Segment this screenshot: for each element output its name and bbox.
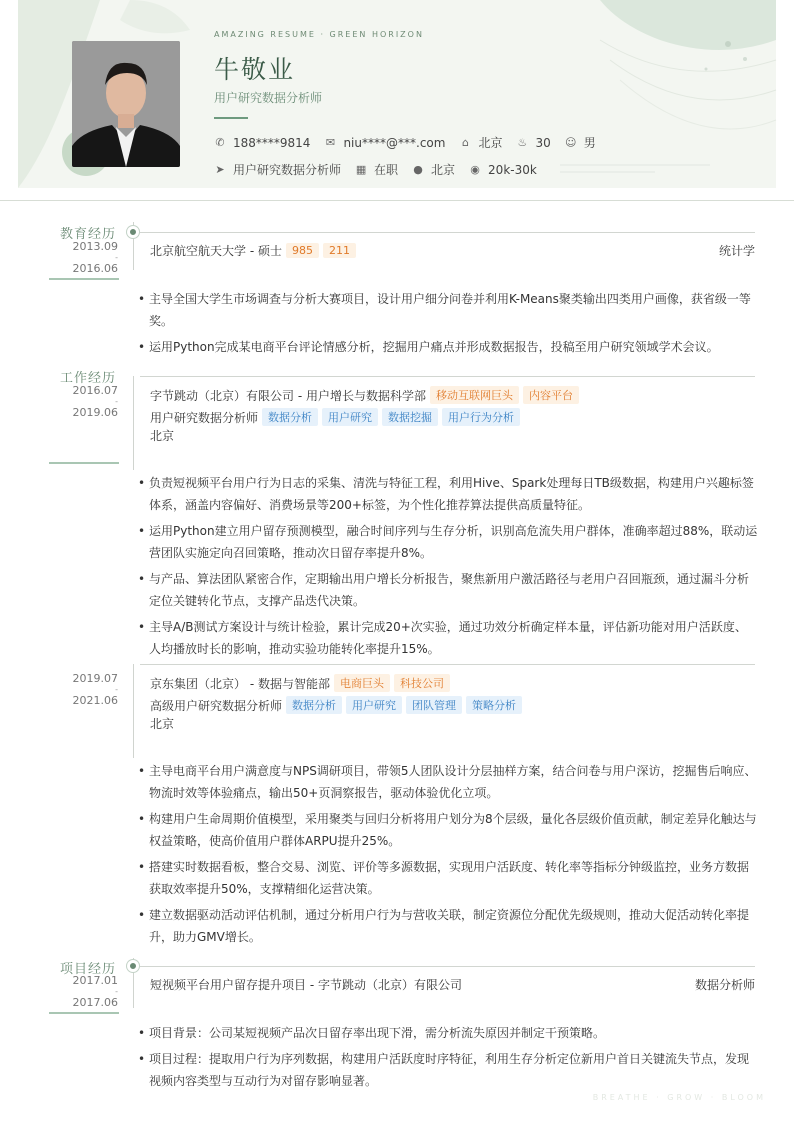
gender-icon: ☺: [565, 135, 577, 149]
job-role: 高级用户研究数据分析师: [150, 698, 283, 713]
work-date-1: 2016.07 - 2019.06: [72, 384, 118, 419]
work-entry-1-role: [150, 408, 755, 426]
entry-rule: [140, 664, 755, 665]
list-item: • 主导电商平台用户满意度与NPS调研项目，带领5人团队设计分层抽样方案，结合问卷与用户深访，挖掘售后响应、物流时效等体验痛点，输出50+页洞察报告，驱动体验优化立项。: [138, 760, 758, 804]
skill-tag: 用户研究: [346, 696, 402, 714]
list-item: • 项目背景：公司某短视频产品次日留存率出现下滑，需分析流失原因并制定干预策略。: [138, 1022, 758, 1044]
intent-row: [214, 161, 551, 178]
project-date: 2017.01 - 2017.06: [72, 974, 118, 1009]
list-item: • 项目过程：提取用户行为序列数据，构建用户活跃度时序特征，利用生存分析定位新用户首日关键流失节点，发现视频内容类型与互动行为对留存影响显著。: [138, 1048, 758, 1092]
section-rule-project: [49, 1012, 119, 1014]
skill-tag: 用户研究: [322, 408, 378, 426]
job-role: 用户研究数据分析师: [150, 410, 259, 425]
skill-tag: 数据挖掘: [382, 408, 438, 426]
email-icon: ✉: [325, 135, 336, 149]
contact-city: ⌂ 北京: [459, 134, 502, 151]
company-tag: 电商巨头: [334, 674, 390, 692]
skill-tag: 用户行为分析: [442, 408, 520, 426]
timeline-dot-education: [127, 226, 139, 238]
list-item: • 建立数据驱动活动评估机制，通过分析用户行为与营收关联，制定资源位分配优先级规则，推动大促活动转化率提升，助力GMV增长。: [138, 904, 758, 948]
project-bullets: [138, 1022, 758, 1096]
company-tag: 移动互联网巨头: [430, 386, 519, 404]
intent-salary: ◉ 20k-30k: [470, 162, 537, 177]
contact-email: ✉ niu****@***.com: [325, 135, 446, 150]
intent-location: ● 北京: [413, 162, 456, 177]
education-date: 2013.09 - 2016.06: [72, 240, 118, 275]
skill-tag: 策略分析: [466, 696, 522, 714]
skill-tag: 团队管理: [406, 696, 462, 714]
name-underline: [214, 117, 248, 119]
section-title-education: 教育经历: [60, 227, 117, 242]
company-tag: 内容平台: [523, 386, 579, 404]
education-bullets: [138, 288, 758, 362]
timeline-line: [133, 664, 134, 758]
list-item: • 运用Python完成某电商平台评论情感分析，挖掘用户痛点并形成数据报告，投稿至用户研究领域学术会议。: [138, 336, 758, 358]
work-date-2: 2019.07 - 2021.06: [72, 672, 118, 707]
project-entry: [150, 976, 755, 993]
salary-icon: ◉: [470, 162, 480, 176]
company-name: 字节跳动（北京）有限公司 - 用户增长与数据科学部: [150, 388, 426, 403]
timeline-dot-project: [127, 960, 139, 972]
profile-photo: [72, 41, 180, 167]
list-item: • 主导A/B测试方案设计与统计检验，累计完成20+次实验，通过功效分析确定样本量，评估新功能对用户活跃度、人均播放时长的影响，推动实验功能转化率提升15%。: [138, 616, 758, 660]
header-tagline: AMAZING RESUME · GREEN HORIZON: [214, 30, 424, 39]
age-icon: ♨: [517, 135, 528, 149]
entry-rule: [140, 966, 755, 967]
contact-gender: ☺ 男: [565, 135, 596, 150]
skill-tag: 数据分析: [286, 696, 342, 714]
project-role: 数据分析师: [694, 978, 755, 992]
list-item: • 构建用户生命周期价值模型，采用聚类与回归分析将用户划分为8个层级，量化各层级价值贡献，制定差异化触达与权益策略，使高价值用户群体ARPU提升25%。: [138, 808, 758, 852]
education-entry: [150, 242, 755, 259]
contact-row: [214, 134, 610, 151]
send-icon: ➤: [215, 162, 225, 176]
list-item: • 负责短视频平台用户行为日志的采集、清洗与特征工程，利用Hive、Spark处理每日TB级数据，构建用户兴趣标签体系，涵盖内容偏好、消费场景等200+标签，为个性化推荐算法提供高质量特征。: [138, 472, 758, 516]
list-item: • 与产品、算法团队紧密合作，定期输出用户增长分析报告，聚焦新用户激活路径与老用户召回瓶颈，通过漏斗分析定位关键转化节点，支撑产品迭代决策。: [138, 568, 758, 612]
list-item: • 搭建实时数据看板，整合交易、浏览、评价等多源数据，实现用户活跃度、转化率等指标分钟级监控，业务方数据获取效率提升50%，支撑精细化运营决策。: [138, 856, 758, 900]
entry-rule: [140, 376, 755, 377]
section-rule-education: [49, 278, 119, 280]
work-entry-1-city: [150, 427, 755, 444]
company-tag: 科技公司: [394, 674, 450, 692]
work-1-bullets: [138, 472, 758, 664]
project-title: 短视频平台用户留存提升项目 - 字节跳动（北京）有限公司: [150, 978, 462, 992]
candidate-title: 用户研究数据分析师: [214, 91, 323, 105]
header-divider: [0, 200, 794, 201]
section-title-work: 工作经历: [60, 371, 117, 386]
candidate-name: 牛敬业: [214, 55, 296, 84]
contact-phone: ✆ 188****9814: [215, 135, 311, 150]
major: 统计学: [718, 244, 755, 258]
intent-status: ▦ 在职: [355, 162, 399, 177]
section-title-project: 项目经历: [60, 962, 117, 977]
work-entry-1-company: [150, 386, 755, 404]
school-name: 北京航空航天大学 - 硕士: [150, 244, 282, 258]
intent-position: ➤ 用户研究数据分析师: [215, 162, 342, 177]
job-city: 北京: [150, 717, 175, 731]
section-rule-work: [49, 462, 119, 464]
company-name: 京东集团（北京） - 数据与智能部: [150, 676, 330, 691]
job-city: 北京: [150, 429, 175, 443]
location-icon: ●: [413, 162, 423, 176]
work-entry-2-city: [150, 715, 755, 732]
timeline-line: [133, 376, 134, 470]
footer-watermark: BREATHE · GROW · BLOOM: [592, 1093, 766, 1102]
skill-tag: 数据分析: [262, 408, 318, 426]
contact-age: ♨ 30: [517, 135, 551, 150]
entry-rule: [140, 232, 755, 233]
briefcase-icon: ▦: [355, 162, 367, 176]
list-item: • 运用Python建立用户留存预测模型，融合时间序列与生存分析，识别高危流失用户群体，准确率超过88%，联动运营团队实施定向召回策略，推动次日留存率提升8%。: [138, 520, 758, 564]
home-icon: ⌂: [461, 135, 469, 149]
work-entry-2-company: [150, 674, 755, 692]
phone-icon: ✆: [215, 135, 225, 149]
work-entry-2-role: [150, 696, 755, 714]
school-tag: 985: [286, 243, 319, 258]
school-tag: 211: [323, 243, 356, 258]
list-item: • 主导全国大学生市场调查与分析大赛项目，设计用户细分问卷并利用K-Means聚类输出四类用户画像，获省级一等奖。: [138, 288, 758, 332]
work-2-bullets: [138, 760, 758, 952]
